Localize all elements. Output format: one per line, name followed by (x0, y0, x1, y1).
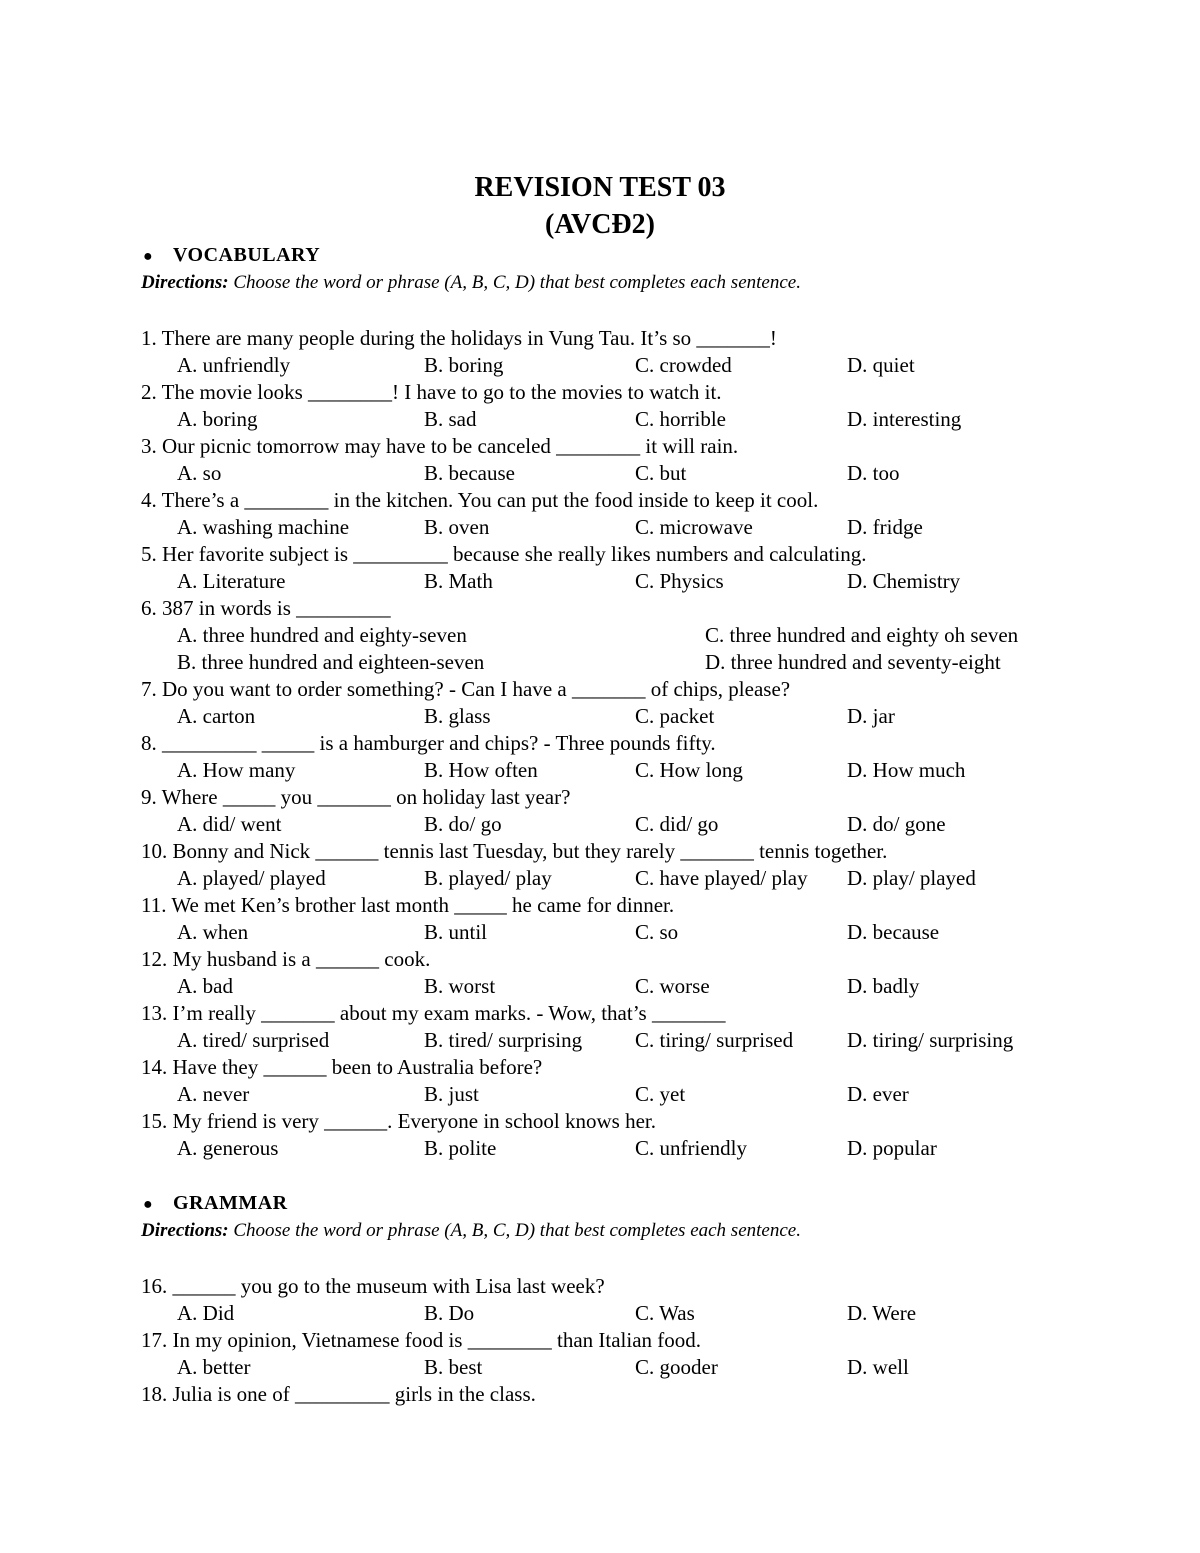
answer-option: C. so (635, 920, 679, 944)
question-item (141, 325, 1101, 379)
question-text: 14. Have they ______ been to Australia before? (141, 1055, 543, 1079)
options-row (141, 568, 1101, 595)
question-text: 9. Where _____ you _______ on holiday last year? (141, 785, 571, 809)
answer-option: B. three hundred and eighteen-seven (177, 650, 485, 674)
options-row (141, 919, 1101, 946)
options-row (141, 352, 1101, 379)
options-row (141, 649, 1101, 676)
answer-option: A. tired/ surprised (177, 1028, 330, 1052)
answer-option: A. Did (177, 1301, 235, 1325)
answer-option: B. polite (424, 1136, 497, 1160)
answer-option: C. gooder (635, 1355, 718, 1379)
options-row (141, 622, 1101, 649)
answer-option: D. ever (847, 1082, 909, 1106)
directions-label: Directions: (141, 272, 229, 293)
document-subtitle: (AVCĐ2) (545, 209, 655, 240)
answer-option: D. play/ played (847, 866, 976, 890)
question-text: 18. Julia is one of _________ girls in the class. (141, 1382, 536, 1406)
answer-option: C. worse (635, 974, 710, 998)
options-row (141, 865, 1101, 892)
options-row (141, 1027, 1101, 1054)
answer-option: A. washing machine (177, 515, 350, 539)
answer-option: A. boring (177, 407, 258, 431)
answer-option: D. Were (847, 1301, 917, 1325)
directions (141, 1217, 1101, 1245)
options-row (141, 406, 1101, 433)
answer-option: A. played/ played (177, 866, 326, 890)
answer-option: A. so (177, 461, 222, 485)
answer-option: C. packet (635, 704, 715, 728)
answer-option: D. badly (847, 974, 920, 998)
options-row (141, 1135, 1101, 1162)
answer-option: D. too (847, 461, 900, 485)
answer-option: C. horrible (635, 407, 726, 431)
answer-option: A. How many (177, 758, 296, 782)
question-text: 7. Do you want to order something? - Can I have a _______ of chips, please? (141, 677, 791, 701)
spacer (141, 1245, 1101, 1273)
answer-option: D. do/ gone (847, 812, 946, 836)
answer-option: D. interesting (847, 407, 962, 431)
question-item (141, 1381, 1101, 1408)
question-text: 11. We met Ken’s brother last month _____ he came for dinner. (141, 893, 675, 917)
answer-option: B. glass (424, 704, 491, 728)
section-heading-text: GRAMMAR (173, 1192, 288, 1214)
question-item (141, 1108, 1101, 1162)
question-item (141, 1327, 1101, 1381)
answer-option: A. bad (177, 974, 233, 998)
question-text: 8. _________ _____ is a hamburger and chips? - Three pounds fifty. (141, 731, 716, 755)
question-item (141, 730, 1101, 784)
question-text: 10. Bonny and Nick ______ tennis last Tuesday, but they rarely _______ tennis together. (141, 839, 888, 863)
question-text: 12. My husband is a ______ cook. (141, 947, 431, 971)
question-text: 17. In my opinion, Vietnamese food is ________ than Italian food. (141, 1328, 702, 1352)
answer-option: D. because (847, 920, 940, 944)
answer-option: D. three hundred and seventy-eight (705, 650, 1001, 674)
directions-text: Choose the word or phrase (A, B, C, D) that best completes each sentence. (228, 1220, 801, 1241)
answer-option: B. best (424, 1355, 483, 1379)
answer-option: D. How much (847, 758, 966, 782)
directions (141, 269, 1101, 297)
answer-option: C. unfriendly (635, 1136, 747, 1160)
answer-option: C. tiring/ surprised (635, 1028, 794, 1052)
answer-option: B. Math (424, 569, 493, 593)
answer-option: A. unfriendly (177, 353, 291, 377)
answer-option: B. worst (424, 974, 496, 998)
options-row (141, 514, 1101, 541)
answer-option: C. three hundred and eighty oh seven (705, 623, 1019, 647)
answer-option: B. boring (424, 353, 504, 377)
question-item (141, 595, 1101, 676)
question-text: 5. Her favorite subject is _________ because she really likes numbers and calculating. (141, 542, 867, 566)
answer-option: B. oven (424, 515, 490, 539)
answer-option: A. when (177, 920, 249, 944)
answer-option: B. sad (424, 407, 477, 431)
answer-option: B. Do (424, 1301, 475, 1325)
answer-option: A. better (177, 1355, 251, 1379)
answer-option: A. generous (177, 1136, 279, 1160)
answer-option: B. just (424, 1082, 479, 1106)
spacer (141, 297, 1101, 325)
question-item (141, 676, 1101, 730)
section-heading-text: VOCABULARY (173, 244, 321, 266)
question-text: 2. The movie looks ________! I have to go to the movies to watch it. (141, 380, 722, 404)
answer-option: D. jar (847, 704, 895, 728)
question-item (141, 541, 1101, 595)
options-row (141, 811, 1101, 838)
answer-option: B. until (424, 920, 488, 944)
document-title: REVISION TEST 03 (474, 172, 726, 203)
question-item (141, 487, 1101, 541)
question-text: 16. ______ you go to the museum with Lisa last week? (141, 1274, 605, 1298)
question-item (141, 1000, 1101, 1054)
question-item (141, 379, 1101, 433)
answer-option: B. because (424, 461, 515, 485)
options-row (141, 703, 1101, 730)
answer-option: B. do/ go (424, 812, 502, 836)
options-row (141, 757, 1101, 784)
bullet-icon: ● (143, 248, 154, 265)
answer-option: D. tiring/ surprising (847, 1028, 1014, 1052)
answer-option: D. quiet (847, 353, 915, 377)
answer-option: D. popular (847, 1136, 937, 1160)
answer-option: B. played/ play (424, 866, 552, 890)
answer-option: C. microwave (635, 515, 753, 539)
answer-option: A. did/ went (177, 812, 282, 836)
question-item (141, 1054, 1101, 1108)
question-text: 4. There’s a ________ in the kitchen. You can put the food inside to keep it cool. (141, 488, 819, 512)
answer-option: C. but (635, 461, 687, 485)
answer-option: D. fridge (847, 515, 923, 539)
answer-option: C. did/ go (635, 812, 719, 836)
question-item (141, 433, 1101, 487)
answer-option: C. Was (635, 1301, 695, 1325)
question-text: 3. Our picnic tomorrow may have to be canceled ________ it will rain. (141, 434, 739, 458)
section-heading (141, 241, 1101, 269)
options-row (141, 973, 1101, 1000)
answer-option: A. Literature (177, 569, 286, 593)
directions-label: Directions: (141, 1220, 229, 1241)
question-text: 1. There are many people during the holidays in Vung Tau. It’s so _______! (141, 326, 777, 350)
question-item (141, 1273, 1101, 1327)
section-heading (141, 1189, 1101, 1217)
answer-option: C. have played/ play (635, 866, 808, 890)
bullet-icon: ● (143, 1196, 154, 1213)
options-row (141, 1300, 1101, 1327)
options-row (141, 460, 1101, 487)
answer-option: A. never (177, 1082, 250, 1106)
answer-option: B. tired/ surprising (424, 1028, 583, 1052)
answer-option: A. carton (177, 704, 256, 728)
answer-option: D. well (847, 1355, 909, 1379)
answer-option: C. crowded (635, 353, 732, 377)
answer-option: D. Chemistry (847, 569, 961, 593)
question-text: 13. I’m really _______ about my exam marks. - Wow, that’s _______ (141, 1001, 726, 1025)
answer-option: A. three hundred and eighty-seven (177, 623, 467, 647)
grammar-section (141, 1189, 1101, 1408)
question-text: 6. 387 in words is _________ (141, 596, 391, 620)
question-item (141, 784, 1101, 838)
options-row (141, 1354, 1101, 1381)
answer-option: C. yet (635, 1082, 686, 1106)
answer-option: C. Physics (635, 569, 724, 593)
question-item (141, 946, 1101, 1000)
answer-option: B. How often (424, 758, 538, 782)
question-text: 15. My friend is very ______. Everyone in school knows her. (141, 1109, 657, 1133)
question-item (141, 838, 1101, 892)
vocabulary-section (141, 241, 1101, 1162)
answer-option: C. How long (635, 758, 743, 782)
directions-text: Choose the word or phrase (A, B, C, D) that best completes each sentence. (228, 272, 801, 293)
options-row (141, 1081, 1101, 1108)
question-item (141, 892, 1101, 946)
